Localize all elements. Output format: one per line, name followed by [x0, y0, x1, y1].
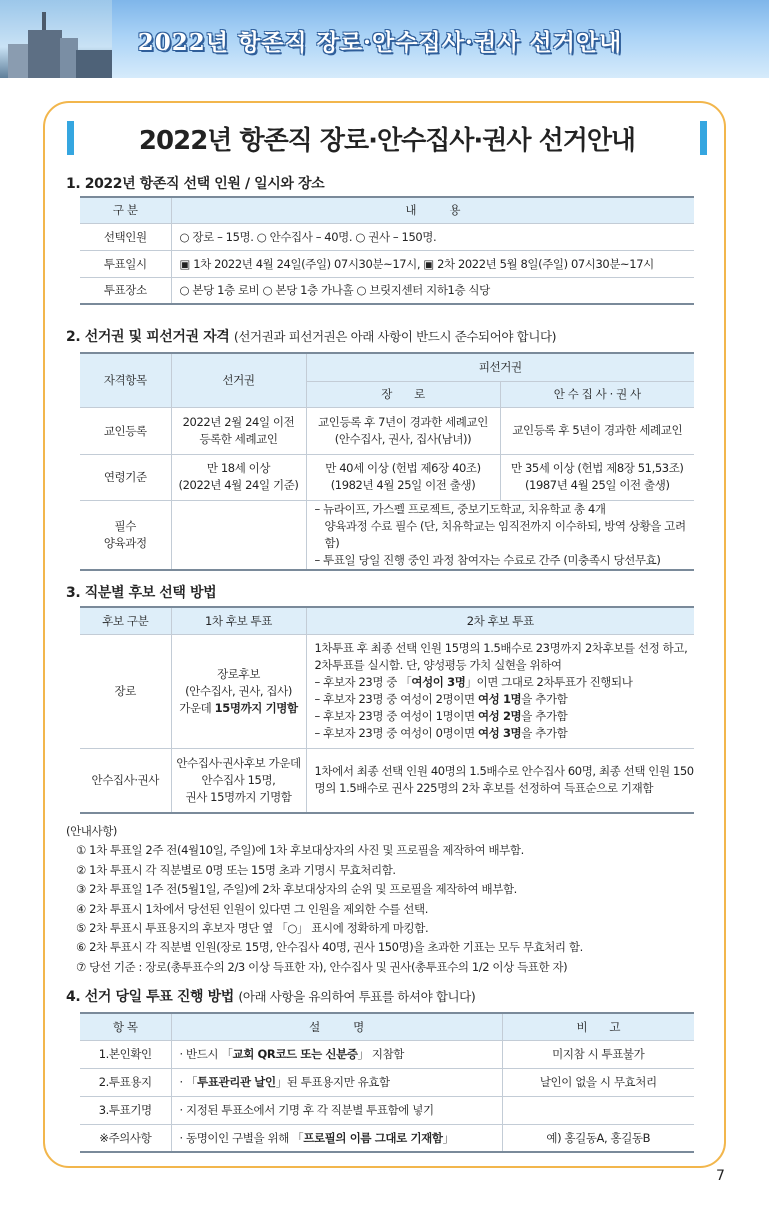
table-row: ※주의사항 · 동명이인 구별을 위해 「프로필의 이름 그대로 기재함」 예) 홍길동A, 홍길동B	[80, 1124, 694, 1152]
note-item: ② 1차 투표시 각 직분별로 0명 또는 15명 초과 기명시 무효처리함.	[76, 862, 396, 877]
page-number: 7	[716, 1168, 725, 1184]
banner-title: 2022년 항존직 장로·안수집사·권사 선거안내	[137, 29, 623, 56]
section1-heading: 1. 2022년 항존직 선택 인원 / 일시와 장소	[66, 176, 325, 192]
table-row: 장로 장로후보 (안수집사, 권사, 집사) 가운데 15명까지 기명함 1차투표 후 최종 선택 인원 15명의 1.5배수로 23명까지 2차후보를 선정 하고, 2차투표를 실시함. 단, 양성평등 가치 실현을 위하여 – 후보자 23명 중 「여성이 3명」이면 그대로 2차투표가 진행되나 – 후보자 23명 중 여성이 2명이면 여성 1명을 추가함 – 후보자 23명 중 여성이 1명이면 여성 2명을 추가함 – 후보자 23명 중 여성이 0명이면 여성 3명을 추가함	[80, 634, 694, 748]
header-content: 내 용	[171, 197, 694, 223]
header-deacon: 안 수 집 사 · 권 사	[500, 381, 694, 407]
table-row: 투표일시 ▣ 1차 2022년 4월 24일(주일) 07시30분~17시, ▣ 2차 2022년 5월 8일(주일) 07시30분~17시	[80, 250, 694, 277]
header-eligibility: 피선거권	[306, 353, 694, 381]
section1-table	[80, 196, 694, 305]
church-building-image	[0, 0, 112, 78]
table-row: 교인등록 2022년 2월 24일 이전 등록한 세례교인 교인등록 후 7년이 경과한 세례교인 (안수집사, 권사, 집사(남녀)) 교인등록 후 5년이 경과한 세례교인	[80, 407, 694, 454]
section3-heading: 3. 직분별 후보 선택 방법	[66, 585, 217, 601]
table-row: 연령기준 만 18세 이상 (2022년 4월 24일 기준) 만 40세 이상 (헌법 제6장 40조) (1982년 4월 25일 이전 출생) 만 35세 이상 (헌법 제8장 51,53조) (1987년 4월 25일 이전 출생)	[80, 454, 694, 500]
section4-heading: 4. 선거 당일 투표 진행 방법 (아래 사항을 유의하여 투표를 하셔야 합니다)	[66, 989, 476, 1005]
note-item: ⑦ 당선 기준 : 장로(총투표수의 2/3 이상 득표한 자), 안수집사 및 권사(총투표수의 1/2 이상 득표한 자)	[76, 959, 568, 974]
header-qualification: 자격항목	[80, 353, 171, 407]
header-elder: 장 로	[306, 381, 500, 407]
table-row: 투표장소 ○ 본당 1층 로비 ○ 본당 1층 가나홀 ○ 브릿지센터 지하1층 식당	[80, 277, 694, 304]
header-category: 구 분	[80, 197, 171, 223]
table-row: 3.투표기명 · 지정된 투표소에서 기명 후 각 직분별 투표함에 넣기	[80, 1096, 694, 1124]
notes-block	[66, 822, 706, 977]
table-row: 안수집사·권사 안수집사·권사후보 가운데 안수집사 15명, 권사 15명까지 기명함 1차에서 최종 선택 인원 40명의 1.5배수로 안수집사 60명, 최종 선택 인원 150 명의 1.5배수로 권사 225명의 2차 후보를 선정하여 득표순으로 기재함	[80, 748, 694, 813]
notes-title: (안내사항)	[66, 824, 118, 838]
section2-table	[80, 352, 694, 571]
table-row: 2.투표용지 · 「투표관리관 날인」된 투표용지만 유효함 날인이 없을 시 무효처리	[80, 1068, 694, 1096]
section3-table: 후보 구분 1차 후보 투표 2차 후보 투표 장로 장로후보 (안수집사, 권사, 집사) 가운데 15명까지 기명함 1차투표 후 최종 선택 인원 15명의 1.5배수로 23명까지 2차후보를 선정 하고, 2차투표를 실시함. 단, 양성평등 가치 실현을 위하여 – 후보자 23명 중 「여성이 3명」이면 그대로 2차투표가 진행되나 – 후보자 23명 중 여성이 2명이면 여성 1명을 추가함 – 후보자 23명 중 여성이 1명이면 여성 2명을 추가함 – 후보자 23명 중 여성이 0명이면 여성 3명을 추가함 안수집사·권사 안수집사·권사후보 가운데 안수집사 15명, 권사 15명까지 기명함 1차에서 최종 선택 인원 40명의 1.5배수로 안수집사 60명, 최종 선택 인원 150 명의 1.5배수로 권사 225명의 2차 후보를 선정하여 득표순으로 기재함	[80, 606, 694, 814]
title-bar-right	[700, 121, 707, 155]
section4-table: 항 목 설 명 비 고 1.본인확인 · 반드시 「교회 QR코드 또는 신분증」 지참함 미지참 시 투표불가 2.투표용지 · 「투표관리관 날인」된 투표용지만 유효함 날인이 없을 시 무효처리 3.투표기명 · 지정된 투표소에서 기명 후 각 직분별 투표함에 넣기 ※주의사항 · 동명이인 구별을 위해 「프로필의 이름 그대로 기재함」 예) 홍길동A, 홍길동B	[80, 1012, 694, 1153]
table-row: 1.본인확인 · 반드시 「교회 QR코드 또는 신분증」 지참함 미지참 시 투표불가	[80, 1040, 694, 1068]
header-voting-right: 선거권	[171, 353, 306, 407]
section2-heading: 2. 선거권 및 피선거권 자격 (선거권과 피선거권은 아래 사항이 반드시 준수되어야 합니다)	[66, 329, 557, 345]
table-row: 필수 양육과정 – 뉴라이프, 가스펠 프로젝트, 중보기도학교, 치유학교 총 4개 양육과정 수료 필수 (단, 치유학교는 임직전까지 이수하되, 방역 상황을 고려함) – 투표일 당일 진행 중인 과정 참여자는 수료로 간주 (미충족시 당선무효)	[80, 500, 694, 570]
note-item: ⑤ 2차 투표시 투표용지의 후보자 명단 옆 「○」 표시에 정확하게 마킹함.	[76, 921, 429, 936]
header-banner	[0, 0, 769, 78]
table-row: 선택인원 ○ 장로 – 15명. ○ 안수집사 – 40명. ○ 권사 – 150명.	[80, 223, 694, 250]
note-item: ③ 2차 투표일 1주 전(5월1일, 주일)에 2차 후보대상자의 순위 및 프로필을 제작하여 배부함.	[76, 882, 517, 897]
note-item: ④ 2차 투표시 1차에서 당선된 인원이 있다면 그 인원을 제외한 수를 선택.	[76, 901, 428, 916]
main-title	[67, 117, 707, 159]
title-bar-left	[67, 121, 74, 155]
note-item: ① 1차 투표일 2주 전(4월10일, 주일)에 1차 후보대상자의 사진 및 프로필을 제작하여 배부함.	[76, 843, 524, 858]
main-title-text: 2022년 항존직 장로·안수집사·권사 선거안내	[138, 125, 636, 156]
note-item: ⑥ 2차 투표시 각 직분별 인원(장로 15명, 안수집사 40명, 권사 150명)을 초과한 기표는 모두 무효처리 함.	[76, 940, 583, 955]
